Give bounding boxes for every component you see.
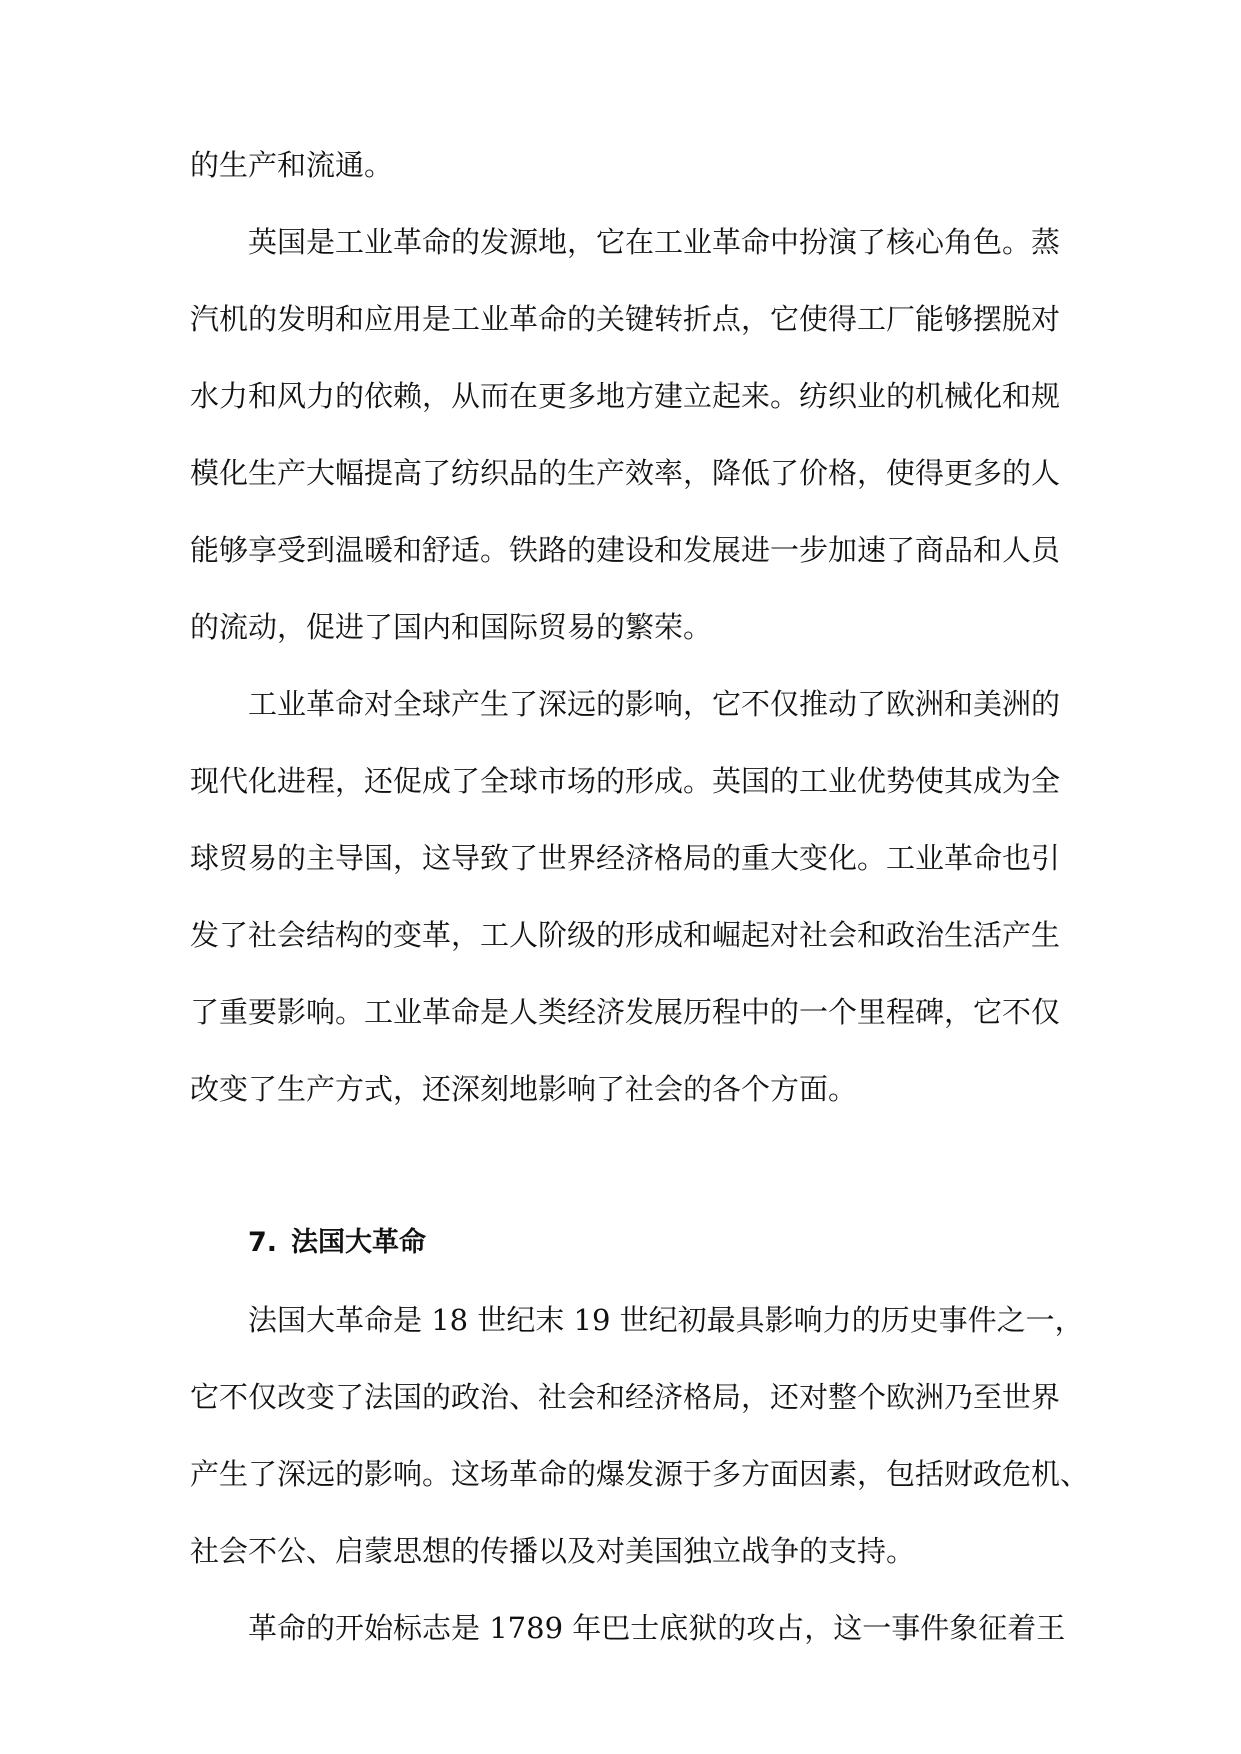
- text-line: 革命的开始标志是 1789 年巴士底狱的攻占，这一事件象征着王: [248, 1611, 1066, 1645]
- text-line: 改变了生产方式，还深刻地影响了社会的各个方面。: [190, 1072, 858, 1106]
- text-line: 产生了深远的影响。这场革命的爆发源于多方面因素，包括财政危机、: [190, 1457, 1090, 1491]
- text-line: 它不仅改变了法国的政治、社会和经济格局，还对整个欧洲乃至世界: [190, 1380, 1061, 1414]
- paragraph-group-french-revolution: [190, 1300, 1090, 1648]
- section-number: 7.: [248, 1227, 278, 1258]
- text-line: 能够享受到温暖和舒适。铁路的建设和发展进一步加速了商品和人员: [190, 533, 1061, 567]
- text-line: 了重要影响。工业革命是人类经济发展历程中的一个里程碑，它不仅: [190, 995, 1061, 1029]
- text-line: 球贸易的主导国，这导致了世界经济格局的重大变化。工业革命也引: [190, 841, 1061, 875]
- paragraph-group-industrial-revolution: [190, 145, 1060, 1109]
- text-line: 发了社会结构的变革，工人阶级的形成和崛起对社会和政治生活产生: [190, 918, 1061, 952]
- text-line: 汽机的发明和应用是工业革命的关键转折点，它使得工厂能够摆脱对: [190, 302, 1061, 336]
- text-line: 水力和风力的依赖，从而在更多地方建立起来。纺织业的机械化和规: [190, 379, 1061, 413]
- text-line: 模化生产大幅提高了纺织品的生产效率，降低了价格，使得更多的人: [190, 456, 1061, 490]
- text-line: 社会不公、启蒙思想的传播以及对美国独立战争的支持。: [190, 1534, 916, 1568]
- text-line: 的流动，促进了国内和国际贸易的繁荣。: [190, 610, 713, 644]
- section-spacer: [190, 1146, 1060, 1186]
- text-line: 工业革命对全球产生了深远的影响，它不仅推动了欧洲和美洲的: [248, 687, 1061, 721]
- text-line: 英国是工业革命的发源地，它在工业革命中扮演了核心角色。蒸: [248, 225, 1061, 259]
- section-heading: [190, 1223, 1060, 1263]
- text-line: 的生产和流通。: [190, 148, 394, 182]
- text-line: 现代化进程，还促成了全球市场的形成。英国的工业优势使其成为全: [190, 764, 1061, 798]
- section-title: 法国大革命: [291, 1227, 427, 1258]
- text-line: 法国大革命是 18 世纪末 19 世纪初最具影响力的历史事件之一，: [248, 1303, 1084, 1337]
- document-body: [190, 145, 1090, 1685]
